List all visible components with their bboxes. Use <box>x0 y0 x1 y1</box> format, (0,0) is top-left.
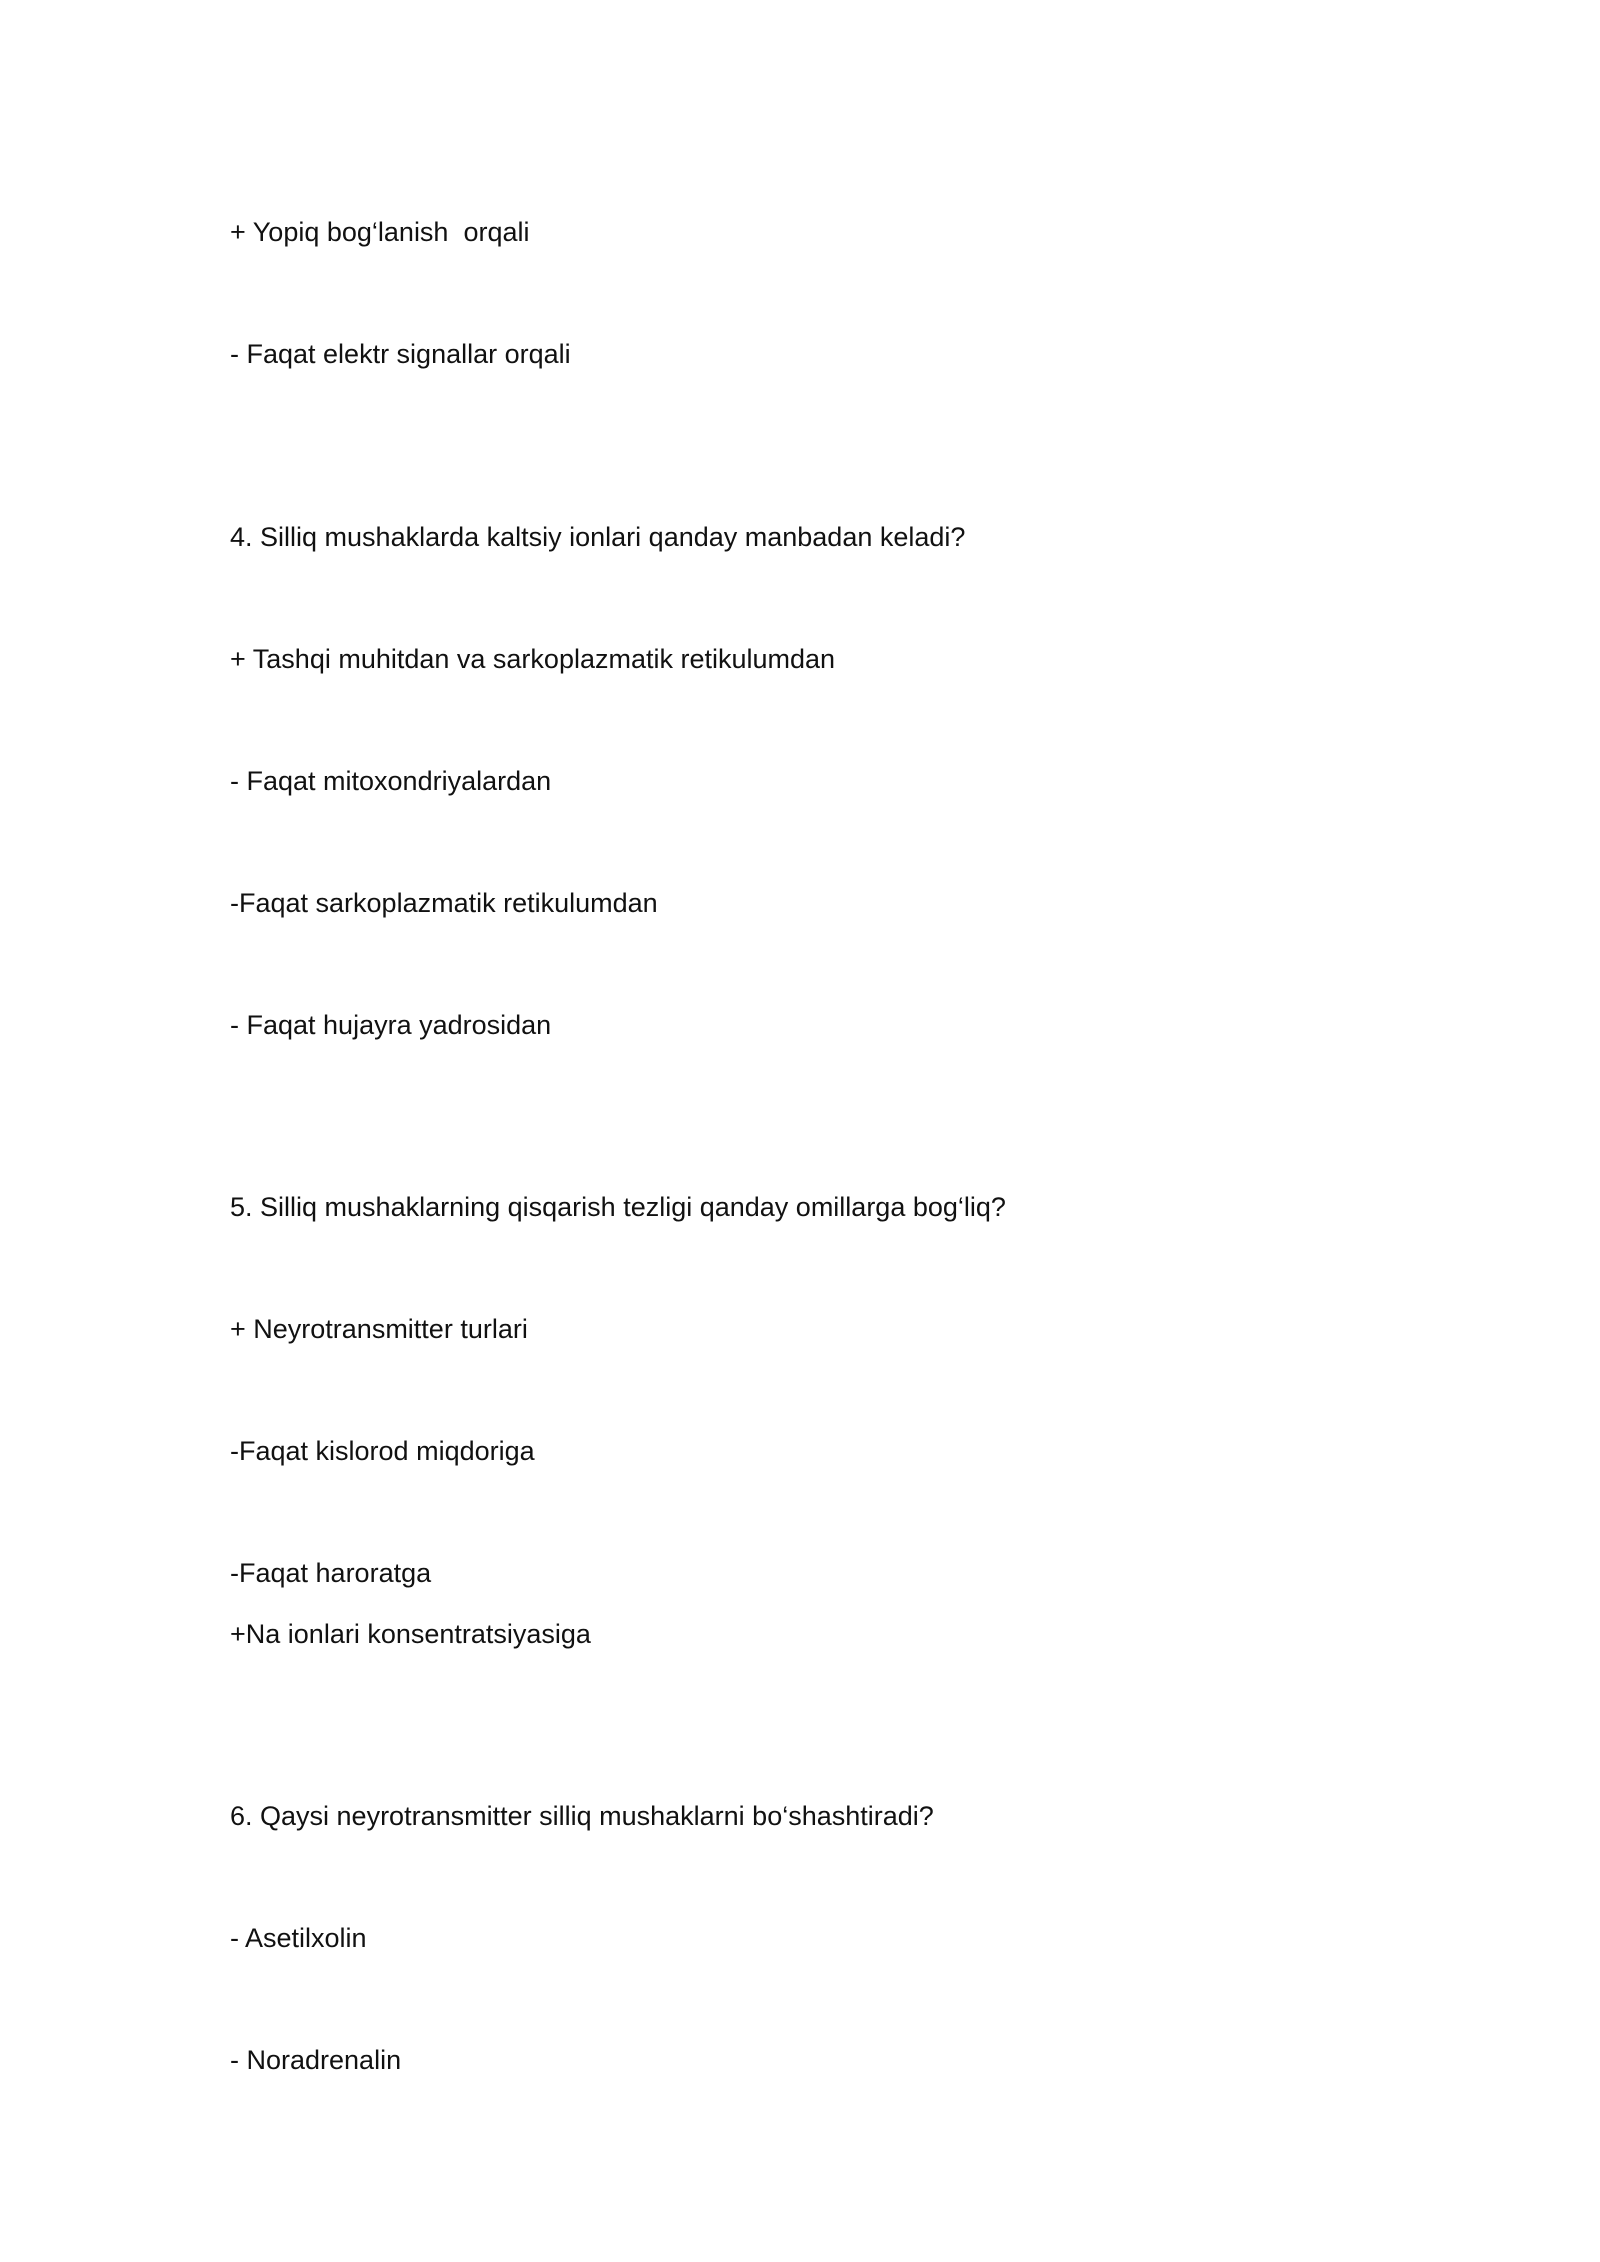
answer-option: -Faqat kislorod miqdoriga <box>230 1436 535 1466</box>
answer-option: -Faqat haroratga <box>230 1558 432 1588</box>
answer-option: - Asetilxolin <box>230 1923 367 1953</box>
answer-option: + Neyrotransmitter turlari <box>230 1314 528 1344</box>
answer-option: -Faqat sarkoplazmatik retikulumdan <box>230 888 658 918</box>
answer-option: - Faqat mitoxondriyalardan <box>230 766 552 796</box>
answer-option: - Faqat hujayra yadrosidan <box>230 1010 552 1040</box>
answer-option: +Na ionlari konsentratsiyasiga <box>230 1619 591 1649</box>
question-4: 4. Silliq mushaklarda kaltsiy ionlari qanday manbadan keladi? <box>230 522 966 552</box>
answer-option: - Faqat elektr signallar orqali <box>230 339 571 369</box>
answer-option: + Tashqi muhitdan va sarkoplazmatik retikulumdan <box>230 644 836 674</box>
question-5: 5. Silliq mushaklarning qisqarish tezligi qanday omillarga bog‘liq? <box>230 1192 1006 1222</box>
answer-option: - Noradrenalin <box>230 2045 402 2075</box>
question-6: 6. Qaysi neyrotransmitter silliq mushaklarni bo‘shashtiradi? <box>230 1801 934 1831</box>
answer-option: + Yopiq bog‘lanish orqali <box>230 217 530 247</box>
